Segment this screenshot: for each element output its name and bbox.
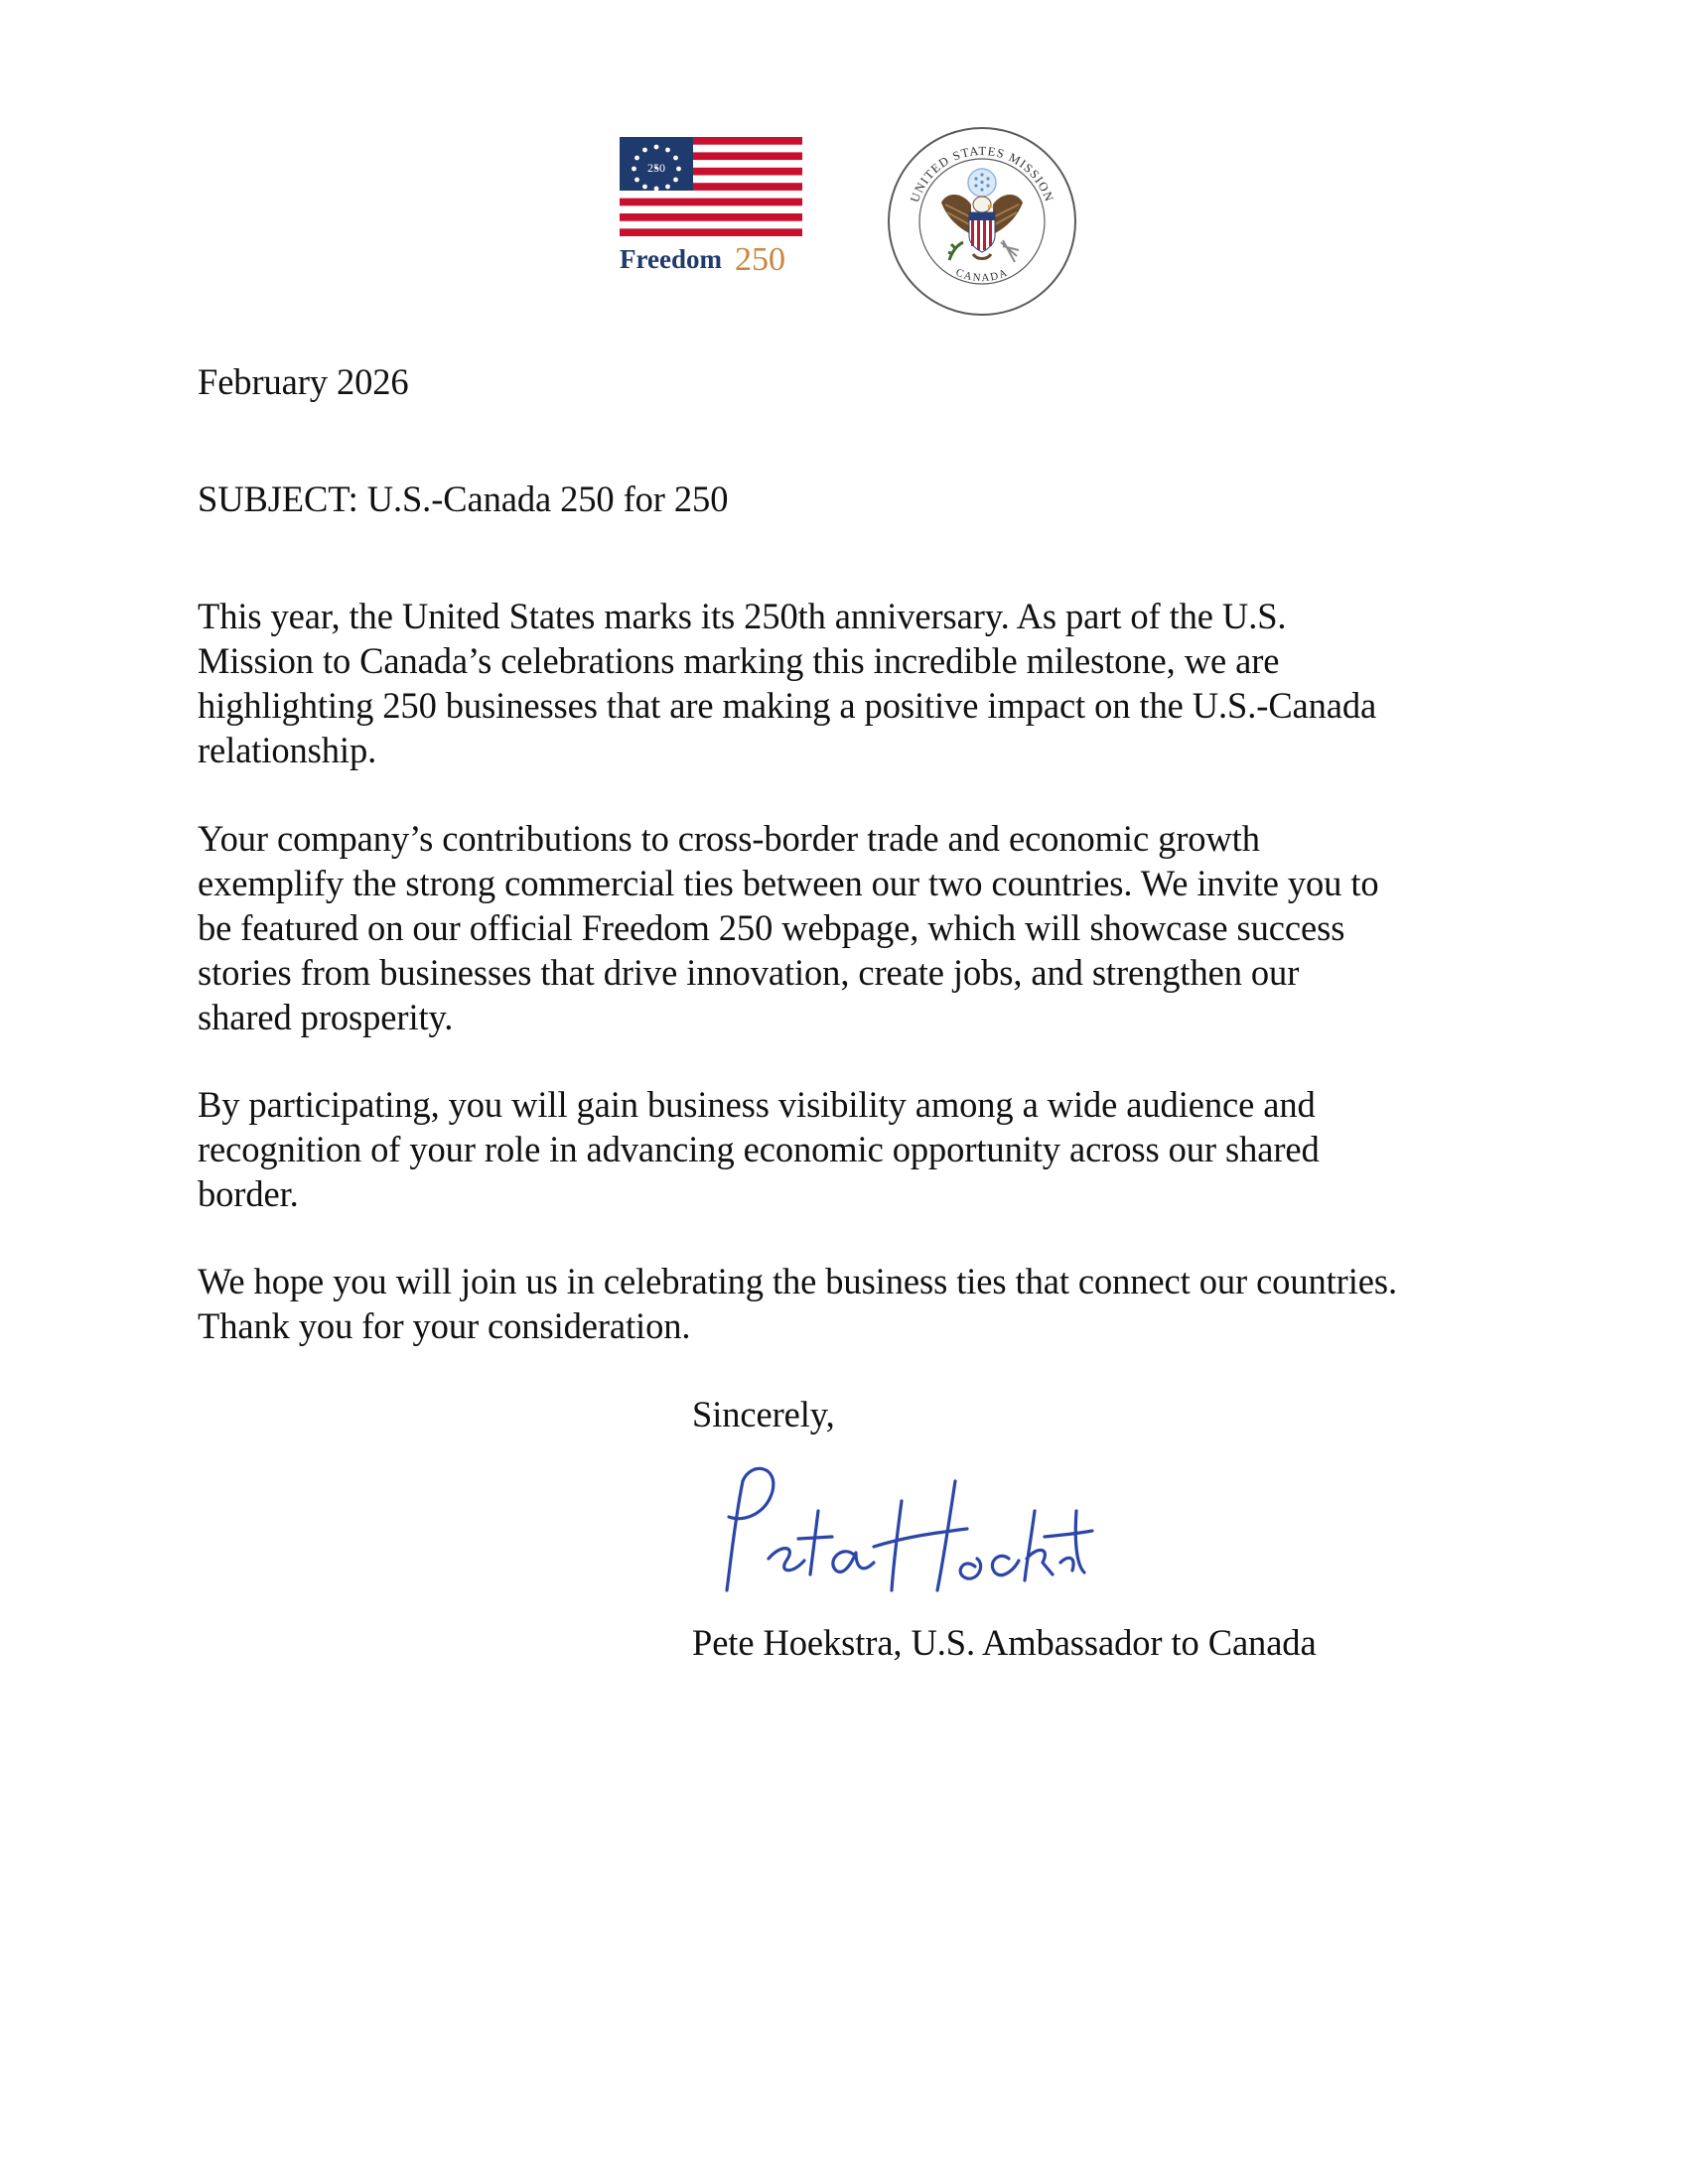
paragraph-line: relationship. bbox=[198, 730, 377, 770]
us-flag-icon bbox=[620, 137, 802, 236]
letter-subject: SUBJECT: U.S.-Canada 250 for 250 bbox=[198, 478, 729, 519]
us-mission-canada-seal bbox=[886, 125, 1078, 318]
letter-closing: Sincerely, bbox=[692, 1394, 835, 1434]
paragraph-line: be featured on our official Freedom 250 webpage, which will showcase success bbox=[198, 907, 1345, 948]
seal-ring-bottom-text: CANADA bbox=[953, 266, 1011, 285]
body-paragraph-3 bbox=[198, 1082, 1518, 1216]
paragraph-line: recognition of your role in advancing economic opportunity across our shared bbox=[198, 1129, 1320, 1169]
handwritten-signature bbox=[707, 1451, 1094, 1610]
seal-ring-top-text: UNITED STATES MISSION bbox=[908, 143, 1056, 205]
paragraph-line: shared prosperity. bbox=[198, 997, 454, 1037]
paragraph-line: highlighting 250 businesses that are making a positive impact on the U.S.-Canada bbox=[198, 685, 1377, 726]
body-paragraph-2 bbox=[198, 816, 1518, 1039]
paragraph-line: We hope you will join us in celebrating the business ties that connect our countries. bbox=[198, 1261, 1397, 1301]
paragraph-line: border. bbox=[198, 1173, 299, 1214]
freedom-250-logo bbox=[614, 137, 808, 276]
paragraph-line: exemplify the strong commercial ties between our two countries. We invite you to bbox=[198, 863, 1379, 903]
paragraph-line: This year, the United States marks its 250th anniversary. As part of the U.S. bbox=[198, 596, 1287, 636]
paragraph-line: Your company’s contributions to cross-border trade and economic growth bbox=[198, 818, 1260, 859]
body-paragraph-4 bbox=[198, 1259, 1518, 1348]
body-paragraph-1 bbox=[198, 594, 1518, 772]
paragraph-line: stories from businesses that drive innovation, create jobs, and strengthen our bbox=[198, 952, 1300, 993]
letter-date: February 2026 bbox=[198, 361, 409, 402]
freedom-logo-word: Freedom bbox=[620, 244, 722, 274]
freedom-logo-number: 250 bbox=[735, 241, 785, 276]
paragraph-line: By participating, you will gain business visibility among a wide audience and bbox=[198, 1084, 1316, 1125]
paragraph-line: Thank you for your consideration. bbox=[198, 1305, 691, 1346]
flag-canton-number: 250 bbox=[647, 161, 665, 175]
signer-name-title: Pete Hoekstra, U.S. Ambassador to Canada bbox=[692, 1622, 1317, 1663]
paragraph-line: Mission to Canada’s celebrations marking this incredible milestone, we are bbox=[198, 640, 1280, 681]
